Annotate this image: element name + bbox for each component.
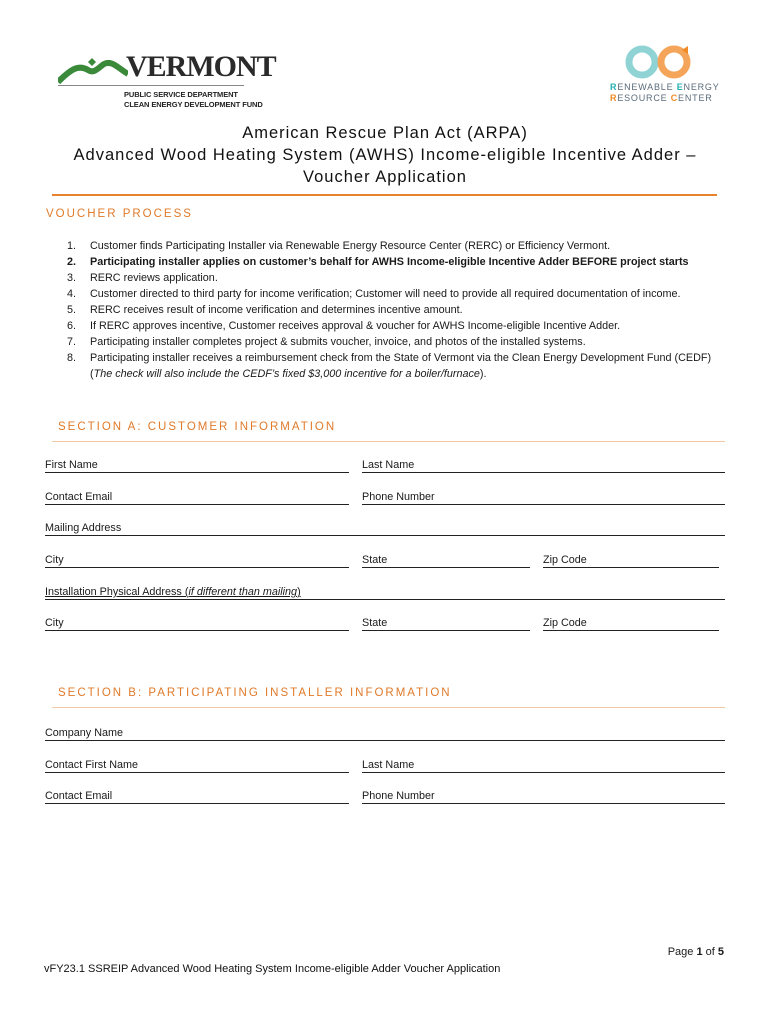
- install-zip-code-label: Zip Code: [543, 617, 587, 629]
- last-name-label: Last Name: [362, 459, 415, 471]
- installer-phone-number-field[interactable]: [362, 789, 725, 804]
- city-label: City: [45, 554, 64, 566]
- section-b-heading: SECTION B: PARTICIPATING INSTALLER INFORMATION: [58, 687, 452, 699]
- step-item: 6. If RERC approves incentive, Customer receives approval & voucher for AWHS Income-eligible Incentive Adder.: [67, 320, 621, 332]
- title-line-1: American Rescue Plan Act (ARPA): [242, 124, 528, 142]
- section-a-divider: [52, 441, 725, 442]
- infinity-loop-icon: [620, 42, 700, 82]
- first-name-field[interactable]: [45, 458, 349, 473]
- step-item: 1. Customer finds Participating Installer via Renewable Energy Resource Center (RERC) or Efficiency Vermont.: [67, 240, 611, 252]
- voucher-process-heading: VOUCHER PROCESS: [46, 208, 193, 220]
- rerc-logo: [600, 40, 720, 110]
- logo-line-cedf: CLEAN ENERGY DEVELOPMENT FUND: [124, 100, 263, 109]
- footer-version-text: vFY23.1 SSREIP Advanced Wood Heating System Income-eligible Adder Voucher Application: [44, 963, 501, 975]
- install-zip-code-field[interactable]: [543, 616, 719, 631]
- vermont-wordmark: VERMONT: [126, 50, 276, 83]
- title-line-2: Advanced Wood Heating System (AWHS) Income-eligible Incentive Adder –: [73, 146, 697, 164]
- logo-divider: [58, 85, 244, 86]
- step-item: 3. RERC reviews application.: [67, 272, 218, 284]
- green-mountains-icon: [58, 54, 128, 94]
- vermont-psd-logo: [58, 40, 276, 120]
- installer-contact-email-field[interactable]: [45, 789, 349, 804]
- section-a-heading: SECTION A: CUSTOMER INFORMATION: [58, 421, 337, 433]
- installer-last-name-label: Last Name: [362, 759, 415, 771]
- title-line-3: Voucher Application: [303, 168, 467, 186]
- first-name-label: First Name: [45, 459, 98, 471]
- voucher-process-steps: [62, 238, 722, 382]
- step-item: 4. Customer directed to third party for income verification; Customer will need to provide all required documentation of income.: [67, 288, 681, 300]
- contact-first-name-field[interactable]: [45, 758, 349, 773]
- step-item: 2. Participating installer applies on customer’s behalf for AWHS Income-eligible Incentive Adder BEFORE project starts: [67, 256, 689, 268]
- install-state-field[interactable]: [362, 616, 530, 631]
- installer-last-name-field[interactable]: [362, 758, 725, 773]
- state-field[interactable]: [362, 553, 530, 568]
- last-name-field[interactable]: [362, 458, 725, 473]
- company-name-label: Company Name: [45, 727, 124, 739]
- mailing-address-label: Mailing Address: [45, 522, 122, 534]
- installation-address-field[interactable]: [45, 585, 725, 600]
- contact-email-label: Contact Email: [45, 491, 113, 503]
- city-field[interactable]: [45, 553, 349, 568]
- company-name-field[interactable]: [45, 726, 725, 741]
- zip-code-label: Zip Code: [543, 554, 587, 566]
- step-item: 8. Participating installer receives a reimbursement check from the State of Vermont via the Clean Energy Development Fund (CEDF) (The check will also include the CEDF’s fixed $3,000 incentive for a boiler/furnace).: [67, 352, 712, 380]
- rerc-line-2: RESOURCE CENTER: [610, 93, 713, 103]
- logo-line-psd: PUBLIC SERVICE DEPARTMENT: [124, 90, 238, 99]
- page-number: Page 1 of 5: [667, 946, 724, 958]
- title-divider: [52, 194, 717, 196]
- installer-phone-number-label: Phone Number: [362, 790, 435, 802]
- installer-contact-email-label: Contact Email: [45, 790, 113, 802]
- install-state-label: State: [362, 617, 388, 629]
- state-label: State: [362, 554, 388, 566]
- step-item: 5. RERC receives result of income verification and determines incentive amount.: [67, 304, 463, 316]
- phone-number-label: Phone Number: [362, 491, 435, 503]
- installation-address-label: Installation Physical Address (if different than mailing): [45, 586, 301, 598]
- rerc-line-1: RENEWABLE ENERGY: [610, 82, 720, 92]
- section-b-divider: [52, 707, 725, 708]
- step-item: 7. Participating installer completes project & submits voucher, invoice, and photos of the installed systems.: [67, 336, 586, 348]
- zip-code-field[interactable]: [543, 553, 719, 568]
- contact-first-name-label: Contact First Name: [45, 759, 138, 771]
- mailing-address-field[interactable]: [45, 521, 725, 536]
- install-city-field[interactable]: [45, 616, 349, 631]
- install-city-label: City: [45, 617, 64, 629]
- phone-number-field[interactable]: [362, 490, 725, 505]
- contact-email-field[interactable]: [45, 490, 349, 505]
